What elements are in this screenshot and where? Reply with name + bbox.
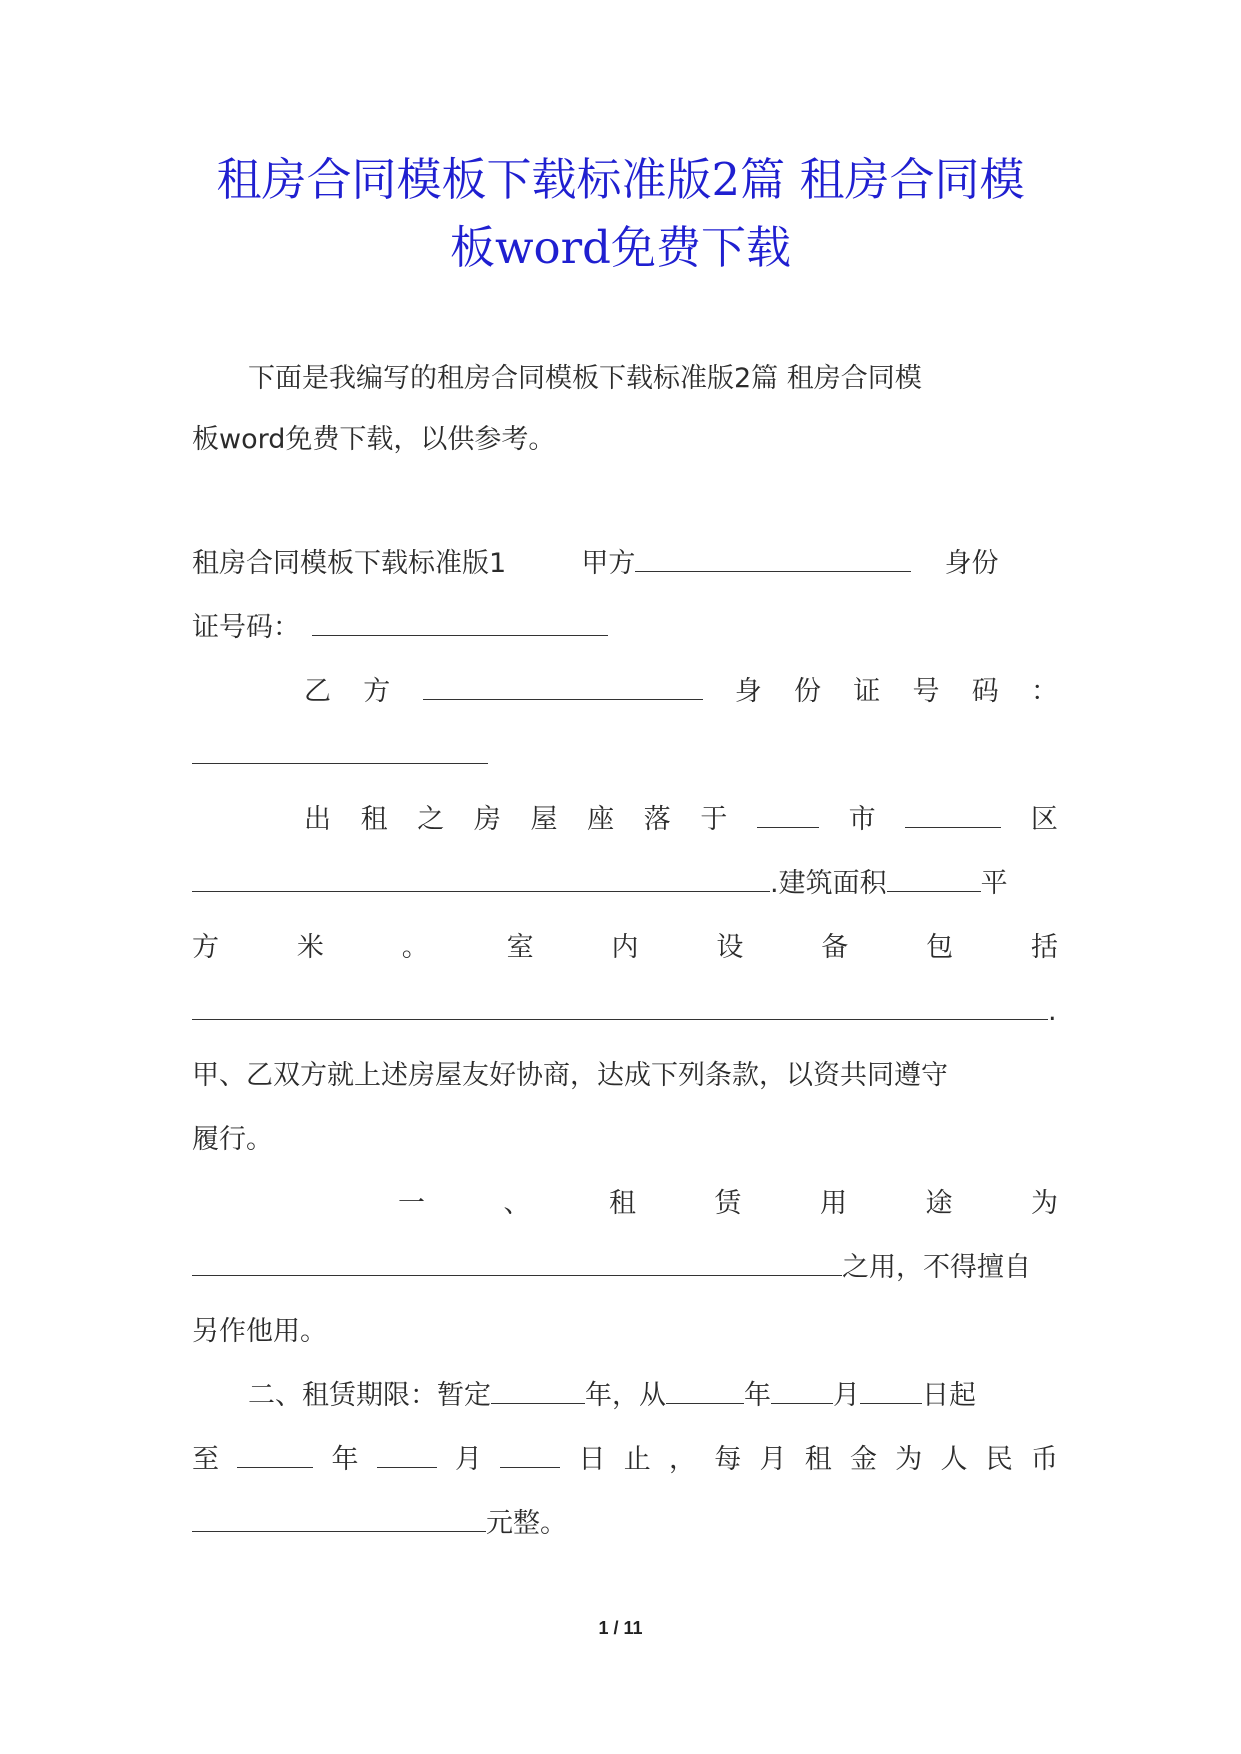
equipment-char: 备 [821, 932, 849, 963]
end-year-blank [237, 1443, 313, 1468]
start-day-blank [860, 1379, 922, 1404]
party-b-id-char: 码 [971, 676, 999, 707]
clause2-char: 金 [850, 1444, 877, 1475]
party-b-char: 乙 [304, 676, 331, 707]
end-day-blank [500, 1443, 560, 1468]
clause1-char: 租 [609, 1188, 636, 1219]
clause2-char: ， [669, 1444, 696, 1475]
clause2-char: 币 [1031, 1444, 1058, 1475]
clause2-char: 止 [623, 1444, 651, 1475]
city-blank [757, 803, 819, 828]
party-b-id-char: 身 [734, 676, 762, 707]
clause1-char: 途 [925, 1188, 953, 1219]
purpose-blank [192, 1251, 842, 1276]
equipment-char: 。 [401, 932, 429, 963]
location-char: 出 [304, 804, 331, 835]
clause2-char: 人 [940, 1444, 968, 1475]
party-a-blank [635, 547, 911, 572]
party-a-id-line [192, 606, 1058, 650]
district-blank [905, 803, 1001, 828]
clause2-year2: 年 [744, 1380, 771, 1411]
party-b-id-char: 份 [794, 676, 821, 707]
clause1-line [398, 1182, 1058, 1226]
clause2-char: 每 [714, 1444, 742, 1475]
party-b-blank [423, 675, 703, 700]
start-year-blank [666, 1379, 744, 1404]
clause2-char: 民 [985, 1444, 1013, 1475]
clause2-line-1 [192, 1374, 1058, 1418]
area-label: .建筑面积 [770, 868, 887, 899]
party-b-id-char: 号 [912, 676, 940, 707]
document-title-line-1: 租房合同模板下载标准版2篇 租房合同模 [216, 153, 1025, 206]
clause2-char: 日 [578, 1444, 606, 1475]
clause1-char: 用 [820, 1188, 847, 1219]
location-char: 租 [360, 804, 388, 835]
clause1-char: 赁 [714, 1188, 742, 1219]
party-b-char: 方 [363, 676, 391, 707]
clause2-line-2 [192, 1438, 1058, 1482]
area-line [192, 862, 1058, 906]
clause2-char: 年 [331, 1444, 359, 1475]
area-unit-part1: 平 [980, 868, 1008, 899]
clause1-char: 、 [503, 1188, 531, 1219]
clause2-char: 月 [759, 1444, 787, 1475]
clause2-char: 至 [192, 1444, 219, 1475]
clause1-cont: 之用，不得擅自 [842, 1252, 1031, 1283]
clause1-char: 为 [1031, 1188, 1058, 1219]
clause2-char: 租 [804, 1444, 832, 1475]
area-blank [887, 867, 981, 892]
location-char: 落 [643, 804, 671, 835]
address-blank [192, 867, 770, 892]
party-a-id-label-part2: 证号码： [192, 612, 300, 643]
clause2-line-3 [192, 1502, 1058, 1546]
location-char: 之 [417, 804, 445, 835]
party-a-id-label-part1: 身份 [944, 548, 999, 579]
party-a-label: 甲方 [581, 548, 636, 579]
party-b-line [304, 670, 1058, 714]
clause2-label: 二、租赁期限：暂定 [248, 1380, 491, 1411]
agreement-line-1: 甲、乙双方就上述房屋友好协商，达成下列条款，以资共同遵守 [192, 1060, 948, 1091]
equipment-line [192, 926, 1058, 970]
party-a-id-blank [312, 611, 608, 636]
party-b-id-char: ： [1031, 676, 1058, 707]
location-char: 房 [473, 804, 501, 835]
party-b-id-char: 证 [853, 676, 881, 707]
clause2-year: 年，从 [585, 1380, 666, 1411]
equipment-char: 室 [506, 932, 534, 963]
clause2-char: 为 [895, 1444, 923, 1475]
equipment-char: 米 [296, 932, 324, 963]
equipment-blank-line [192, 990, 1058, 1034]
clause1-char: 一 [398, 1188, 425, 1219]
intro-line-1: 下面是我编写的租房合同模板下载标准版2篇 租房合同模 [248, 363, 922, 394]
location-char: 于 [700, 804, 728, 835]
clause2-month: 月 [833, 1380, 860, 1411]
clause2-yuan: 元整。 [486, 1508, 567, 1539]
page-number: 1 / 11 [598, 1618, 643, 1638]
start-month-blank [771, 1379, 833, 1404]
district-label: 区 [1030, 804, 1058, 835]
section1-heading: 租房合同模板下载标准版1 [192, 548, 507, 579]
equipment-char: 包 [926, 932, 954, 963]
location-char: 座 [587, 804, 615, 835]
clause2-day-from: 日起 [922, 1380, 976, 1411]
term-years-blank [491, 1379, 585, 1404]
equipment-period: . [1048, 996, 1057, 1027]
clause2-char: 月 [455, 1444, 482, 1475]
rent-amount-blank [192, 1507, 486, 1532]
section1-heading-line [192, 542, 1058, 586]
equipment-char: 括 [1031, 932, 1058, 963]
city-label: 市 [848, 804, 876, 835]
agreement-line-2: 履行。 [192, 1124, 273, 1155]
equipment-blank [192, 995, 1048, 1020]
equipment-char: 内 [611, 932, 639, 963]
party-b-id-blank [192, 739, 488, 764]
equipment-char: 设 [716, 932, 744, 963]
document-title-line-2: 板word免费下载 [450, 221, 791, 274]
clause1-end-line: 另作他用。 [192, 1316, 327, 1347]
end-month-blank [377, 1443, 437, 1468]
party-b-id-blank-line [192, 734, 1058, 778]
location-line [304, 798, 1058, 842]
equipment-char: 方 [192, 932, 219, 963]
intro-line-2: 板word免费下载，以供参考。 [192, 424, 556, 455]
clause1-purpose-line [192, 1246, 1058, 1290]
location-char: 屋 [530, 804, 558, 835]
